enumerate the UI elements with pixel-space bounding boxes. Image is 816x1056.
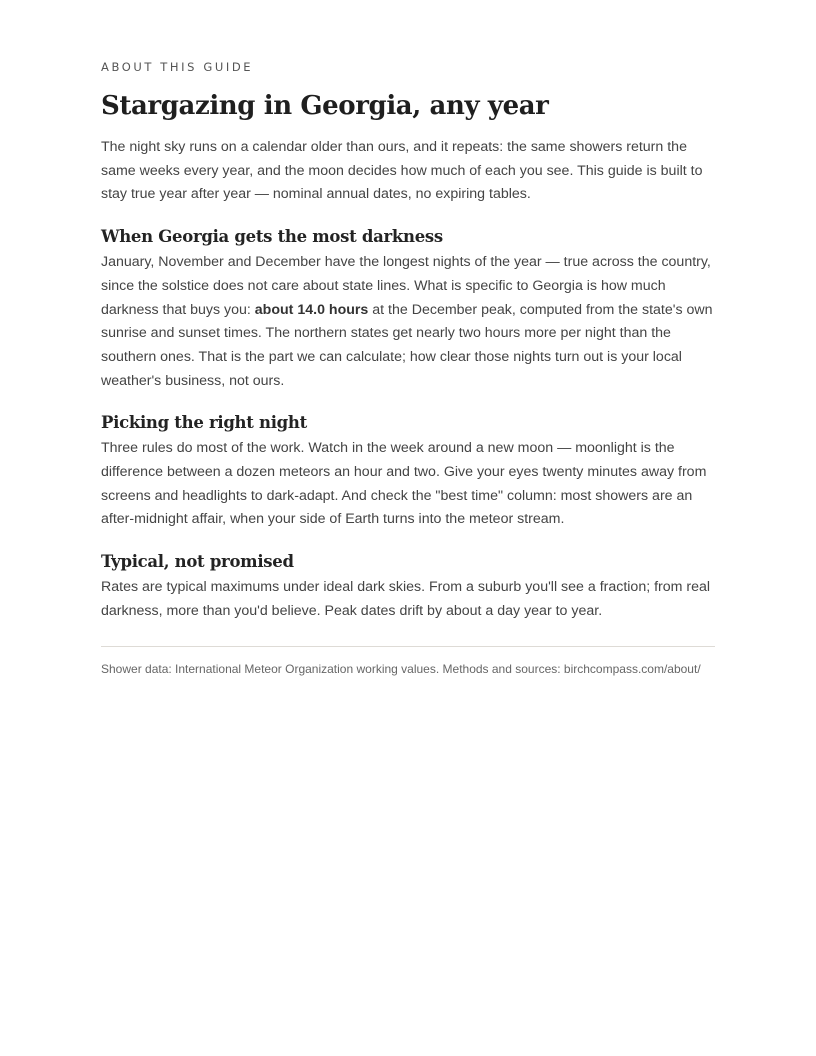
- section-heading: Picking the right night: [101, 413, 307, 433]
- footer-sources: Shower data: International Meteor Organization working values. Methods and sources: birchcompass.com/about/: [101, 661, 701, 676]
- eyebrow-label: ABOUT THIS GUIDE: [101, 60, 254, 74]
- darkness-hours-highlight: about 14.0 hours: [254, 301, 369, 318]
- section-darkness: [101, 226, 715, 393]
- section-paragraph: Three rules do most of the work. Watch in the week around a new moon — moonlight is the difference between a dozen meteors an hour and two. Give your eyes twenty minutes away from screens and headlights to dark-adapt. And check the "best time" column: most showers are an after-midnight affair, when your side of Earth turns into the meteor stream.: [101, 440, 707, 528]
- section-heading: When Georgia gets the most darkness: [101, 227, 443, 247]
- guide-page: [101, 58, 715, 677]
- section-paragraph: [101, 251, 715, 393]
- page-title: Stargazing in Georgia, any year: [101, 91, 549, 121]
- section-paragraph: Rates are typical maximums under ideal dark skies. From a suburb you'll see a fraction; from real darkness, more than you'd believe. Peak dates drift by about a day year to year.: [101, 579, 711, 619]
- section-typical: [101, 551, 715, 623]
- section-right-night: [101, 412, 715, 532]
- paragraph-text: January, November and December have the longest nights of the year — true across the country, since the solstice does not care about state lines. What is specific to Georgia is how much darkness that buys you:: [101, 254, 711, 318]
- footer-divider: [101, 646, 715, 647]
- intro-paragraph: The night sky runs on a calendar older than ours, and it repeats: the same showers return the same weeks every year, and the moon decides how much of each you see. This guide is built to stay true year after year — nominal annual dates, no expiring tables.: [101, 139, 703, 203]
- paragraph-text: at the December peak, computed from the state's own sunrise and sunset times. The northern states get nearly two hours more per night than the southern ones. That is the part we can calculate; how clear those nights turn out is your local weather's business, not ours.: [101, 301, 713, 389]
- section-heading: Typical, not promised: [101, 552, 294, 572]
